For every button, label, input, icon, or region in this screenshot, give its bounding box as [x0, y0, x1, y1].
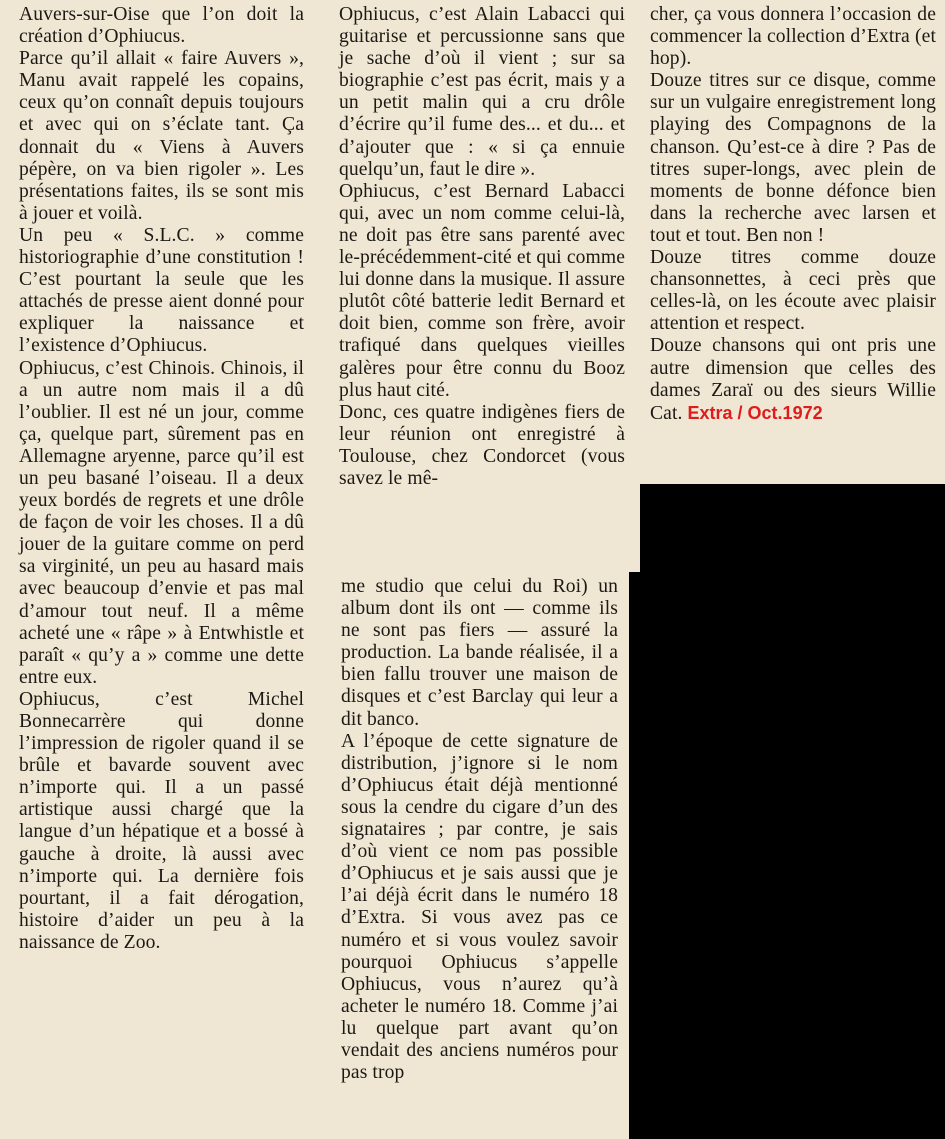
- column-3-clipping: [640, 0, 945, 484]
- paragraph: [650, 335, 936, 424]
- column-2-bottom-text: [341, 576, 618, 1084]
- paragraph: cher, ça vous donnera l’occasion de commencer la collection d’Extra (et hop).: [650, 4, 936, 70]
- column-2-bottom-clipping: [322, 572, 629, 1139]
- paragraph-text: Douze chansons qui ont pris une autre dimension que celles des dames Zaraï ou des sieurs Willie Cat.: [650, 335, 936, 424]
- paragraph: Ophiucus, c’est Chinois. Chinois, il a un autre nom mais il a dû l’oublier. Il est né un jour, comme ça, quelque part, sûrement pas en Allemagne aryenne, parce qu’il est un peu basané l’oiseau. Il a deux yeux bordés de regrets et une drôle de façon de voir les choses. Il a dû jouer de la guitare comme on perd sa virginité, un peu au hasard mais avec beaucoup d’envie et pas mal d’amour tout neuf. Il a même acheté une « râpe » à Entwhistle et paraît « qu’y a » comme une dette entre eux.: [19, 357, 304, 688]
- column-2-top-clipping: [322, 0, 640, 572]
- column-1-clipping: [0, 0, 322, 1139]
- paragraph: Ophiucus, c’est Michel Bonnecarrère qui donne l’impression de rigoler quand il se brûle et bavarde souvent avec n’importe qui. Il a un passé artistique aussi chargé que la langue d’un hépatique et a bossé à gauche à droite, là aussi avec n’importe qui. La dernière fois pourtant, il a fait dérogation, histoire d’aider un peu à la naissance de Zoo.: [19, 688, 304, 953]
- column-1-text: [19, 4, 304, 954]
- paragraph: Donc, ces quatre indigènes fiers de leur réunion ont enregistré à Toulouse, chez Condorcet (vous savez le mê-: [339, 401, 625, 489]
- paragraph: A l’époque de cette signature de distribution, j’ignore si le nom d’Ophiucus était déjà mentionné sous la cendre du cigare d’un des signataires ; par contre, je sais d’où vient ce nom pas possible d’Ophiucus et je sais aussi que je l’ai déjà écrit dans le numéro 18 d’Extra. Si vous avez pas ce numéro et si vous voulez savoir pourquoi Ophiucus s’appelle Ophiucus, vous n’aurez qu’à acheter le numéro 18. Comme j’ai lu quelque part avant qu’on vendait des anciens numéros pour pas trop: [341, 730, 618, 1084]
- paragraph: Ophiucus, c’est Bernard Labacci qui, avec un nom comme celui-là, ne doit pas être sans parenté avec le-précédemment-cité et qui comme lui donne dans la musique. Il assure plutôt côté batterie ledit Bernard et doit bien, comme son frère, avoir trafiqué dans quelques vieilles galères pour être connu du Booz plus haut cité.: [339, 180, 625, 401]
- paragraph: Douze titres comme douze chansonnettes, à ceci près que celles-là, on les écoute avec plaisir attention et respect.: [650, 247, 936, 335]
- source-tag: Extra / Oct.1972: [687, 402, 823, 423]
- column-2-top-text: [339, 4, 625, 490]
- paragraph: Douze titres sur ce disque, comme sur un vulgaire enregistrement long playing des Compagnons de la chanson. Qu’est-ce à dire ? Pas de titres super-longs, avec plein de moments de bonne défonce bien dans la recherche avec larsen et tout et tout. Ben non !: [650, 70, 936, 246]
- paragraph: Parce qu’il allait « faire Auvers », Manu avait rappelé les copains, ceux qu’on connaît depuis toujours et avec qui on s’éclate tant. Ça donnait du « Viens à Auvers pépère, on va bien rigoler ». Les présentations faites, ils se sont mis à jouer et voilà.: [19, 48, 304, 224]
- column-3-text: [650, 4, 936, 425]
- paragraph: Un peu « S.L.C. » comme historiographie d’une constitution ! C’est pourtant la seule que les attachés de presse aient donné pour expliquer la naissance et l’existence d’Ophiucus.: [19, 224, 304, 357]
- paragraph: Auvers-sur-Oise que l’on doit la création d’Ophiucus.: [19, 4, 304, 48]
- paragraph: Ophiucus, c’est Alain Labacci qui guitarise et percussionne sans que je sache d’où il vient ; sur sa biographie c’est pas écrit, mais y a un petit malin qui a cru drôle d’écrire qu’il fume des... et du... et d’ajouter que : « si ça ennuie quelqu’un, faut le dire ».: [339, 4, 625, 180]
- paragraph: me studio que celui du Roi) un album dont ils ont — comme ils ne sont pas fiers — assuré la production. La bande réalisée, il a bien fallu trouver une maison de disques et c’est Barclay qui leur a dit banco.: [341, 576, 618, 730]
